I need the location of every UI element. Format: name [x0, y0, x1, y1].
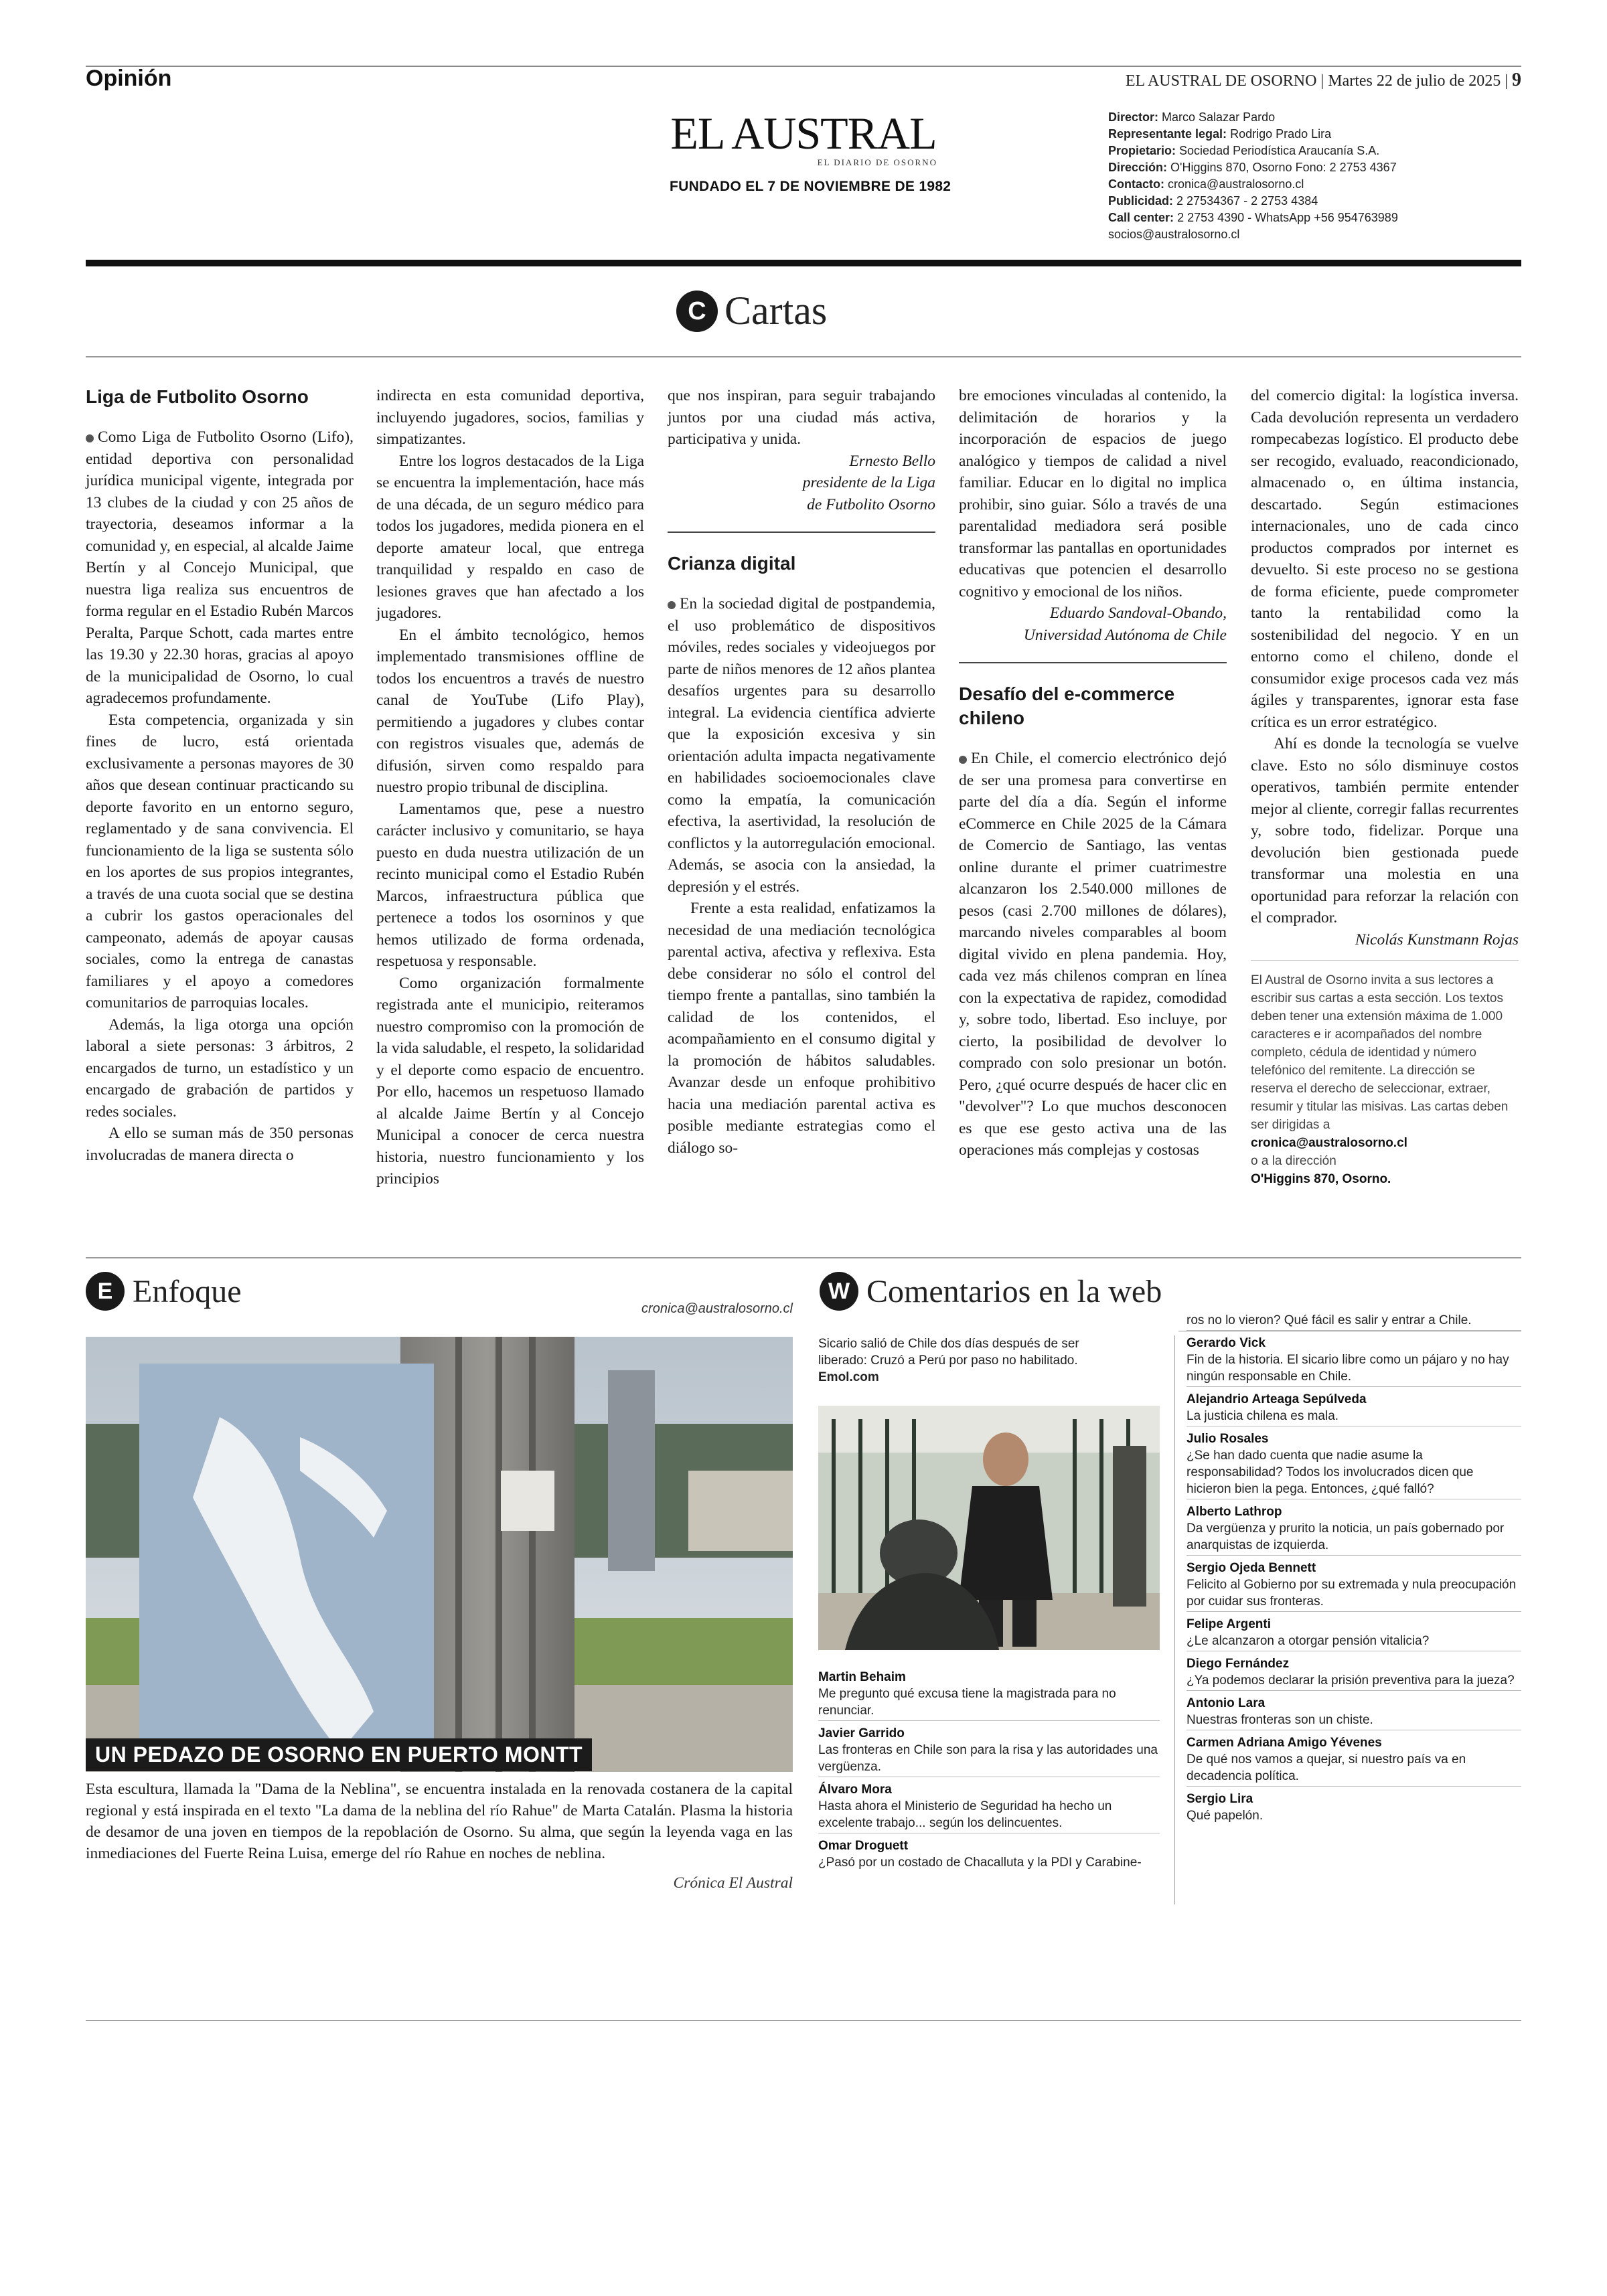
- comment-item: [1187, 1655, 1521, 1691]
- comment-author: Antonio Lara: [1187, 1696, 1266, 1710]
- letter-paragraph: Como Liga de Futbolito Osorno (Lifo), entidad deportiva con personalidad jurídica municipal vigente, integrada por 13 clubes de la ciudad y con 25 años de trayectoria, deseamos informar a la comunidad y, en especial, al alcalde Jaime Bertín y al Concejo Municipal, que nuestra liga realiza sus encuentros de forma regular en el Estadio Rubén Marcos Peralta, Parque Schott, cada martes entre las 19.30 y 22.30 horas, gracias al apoyo de la municipalidad de Osorno, lo cual agradecemos profundamente.: [86, 428, 354, 707]
- letter-paragraph: Entre los logros destacados de la Liga se encuentra la implementación, hace más de una década, de un seguro médico para todos los jugadores, medida pionera en el deporte amateur local, que entrega tranquilidad y respaldo en caso de lesiones graves que han afectado a los jugadores.: [376, 452, 644, 622]
- founded-line: FUNDADO EL 7 DE NOVIEMBRE DE 1982: [670, 179, 951, 194]
- letter-signature: Nicolás Kunstmann Rojas: [1355, 930, 1519, 949]
- comment-author: Alberto Lathrop: [1187, 1505, 1282, 1519]
- comment-author: Sergio Lira: [1187, 1792, 1253, 1806]
- bullet-icon: [86, 434, 94, 442]
- letter-paragraph: En el ámbito tecnológico, hemos implementado transmisiones offline de todos los encuentros a través de nuestro canal de YouTube (Lifo Play), permitiendo a jugadores y clubes contar con registros visuales que, además de difusión, sirven como respaldo para nuestro propio tribunal de disciplina.: [376, 626, 644, 796]
- comment-author: Omar Droguett: [818, 1839, 909, 1853]
- letter-paragraph: Esta competencia, organizada y sin fines de lucro, está orientada exclusivamente a personas mayores de 30 años que desean continuar practicando su deporte favorito en un entorno seguro, reglamentado y de sana convivencia. El funcionamiento de la liga se sustenta sólo en los aportes de sus propios integrantes, a través de una cuota social que se destina a cubrir los gastos operacionales del campeonato, además de apoyar causas sociales, como la entrega de canastas familiares y el apoyo a comedores comunitarios de parroquias locales.: [86, 711, 354, 1011]
- story-teaser: Sicario salió de Chile dos días después de ser liberado: Cruzó a Perú por paso no habilitado. Emol.com: [818, 1337, 1079, 1384]
- note-email[interactable]: cronica@australosorno.cl: [1251, 1136, 1407, 1150]
- header-rule: [86, 260, 1521, 266]
- staff-row: Director: Marco Salazar Pardo: [1108, 110, 1276, 124]
- enfoque-title: Enfoque: [133, 1273, 242, 1309]
- comment-item: [818, 1837, 1160, 1871]
- letter-paragraph: Frente a esta realidad, enfatizamos la necesidad de una mediación tecnológica parental activa, afectiva y reflexiva. Esta debe considerar no sólo el control del tiempo frente a pantallas, sino también la calidad de los contenidos, el acompañamiento en el consumo digital y la promoción de hábitos saludables. Avanzar desde un enfoque prohibitivo hacia una mediación parental activa es posible mediante estrategias como el diálogo so-: [668, 900, 935, 1157]
- letter-paragraph: que nos inspiran, para seguir trabajando juntos por una ciudad más activa, participativa y unida.: [668, 387, 935, 448]
- bullet-icon: [668, 601, 676, 609]
- masthead: [670, 108, 951, 195]
- page-number: 9: [1512, 70, 1521, 90]
- comment-text: La justicia chilena es mala.: [1187, 1409, 1339, 1423]
- comment-item: [818, 1725, 1160, 1777]
- enfoque-badge: E: [86, 1272, 125, 1311]
- enfoque-heading: [86, 1272, 242, 1311]
- comment-item: [818, 1669, 1160, 1721]
- comentarios-title: Comentarios en la web: [866, 1273, 1162, 1309]
- letter-column-1: [86, 385, 354, 1166]
- comment-item: [1187, 1791, 1521, 1824]
- comment-item: [1187, 1695, 1521, 1730]
- issue-date: Martes 22 de julio de 2025: [1328, 72, 1501, 90]
- comment-continuation: ros no lo vieron? Qué fácil es salir y entrar a Chile.: [1187, 1312, 1521, 1331]
- letter-paragraph: A ello se suman más de 350 personas involucradas de manera directa o: [86, 1125, 354, 1164]
- publication-name: EL AUSTRAL DE OSORNO: [1125, 72, 1317, 90]
- staff-row: socios@australosorno.cl: [1108, 228, 1240, 241]
- bullet-icon: [959, 756, 967, 764]
- comment-author: Felipe Argenti: [1187, 1617, 1271, 1631]
- letter-paragraph: Ahí es donde la tecnología se vuelve clave. Esto no sólo disminuye costos operativos, también permite entender mejor al cliente, corregir fallas recurrentes y, sobre todo, fidelizar. Porque una devolución bien gestionada puede transformar una molestia en una oportunidad para reforzar la relación con el comprador.: [1251, 735, 1519, 926]
- letter-paragraph: En Chile, el comercio electrónico dejó de ser una promesa para convertirse en parte del día a día. Según el informe eCommerce en Chile 2025 de la Cámara de Comercio de Santiago, las ventas online durante el primer cuatrimestre alcanzaron los 2.540.000 millones de pesos (casi 2.700 millones de dólares), marcando niveles comparables al boom digital vivido en plena pandemia. Hoy, cada vez más chilenos compran en línea con la expectativa de rapidez, comodidad y, sobre todo, libertad. Eso incluye, por cierto, la posibilidad de devolver lo comprado con solo presionar un botón. Pero, ¿qué ocurre después de hacer clic en "devolver"? Lo que muchos desconocen es que ese gesto activa una de las operaciones más complejas y costosas: [959, 750, 1227, 1159]
- letter-separator: [959, 662, 1227, 663]
- comment-text: Me pregunto qué excusa tiene la magistrada para no renunciar.: [818, 1687, 1116, 1718]
- sculpture-photo: [86, 1337, 793, 1772]
- cartas-rule: [86, 356, 1521, 357]
- section-label: Opinión: [86, 66, 172, 91]
- staff-row: Dirección: O'Higgins 870, Osorno Fono: 2 2753 4367: [1108, 161, 1397, 174]
- comment-text: ¿Se han dado cuenta que nadie asume la responsabilidad? Todos los involucrados dicen que hicieron bien la pega. Entonces, ¿qué falló?: [1187, 1449, 1474, 1496]
- comment-text: Hasta ahora el Ministerio de Seguridad ha hecho un excelente trabajo... según los delincuentes.: [818, 1799, 1112, 1830]
- letter-signature: Ernesto Bello presidente de la Liga de Futbolito Osorno: [802, 452, 935, 513]
- comment-author: Carmen Adriana Amigo Yévenes: [1187, 1736, 1382, 1750]
- note-separator: [1251, 960, 1519, 961]
- folio: EL AUSTRAL DE OSORNO | Martes 22 de julio de 2025 | 9: [1125, 70, 1521, 90]
- comment-item: [1187, 1560, 1521, 1612]
- comment-text: Fin de la historia. El sicario libre como un pájaro y no hay ningún responsable en Chile.: [1187, 1353, 1509, 1384]
- staff-box: [1108, 109, 1483, 243]
- courthouse-photo: [818, 1406, 1160, 1650]
- comment-item: [1187, 1503, 1521, 1556]
- comment-text: ¿Ya podemos declarar la prisión preventiva para la jueza?: [1187, 1673, 1515, 1688]
- comment-author: Sergio Ojeda Bennett: [1187, 1561, 1316, 1575]
- lower-rule: [86, 1257, 1521, 1258]
- comment-text: Las fronteras en Chile son para la risa y las autoridades una vergüenza.: [818, 1743, 1158, 1774]
- staff-row: Contacto: cronica@australosorno.cl: [1108, 177, 1304, 191]
- enfoque-email[interactable]: cronica@australosorno.cl: [641, 1301, 793, 1316]
- comment-text: De qué nos vamos a quejar, si nuestro país va en decadencia política.: [1187, 1752, 1466, 1783]
- comment-author: Diego Fernández: [1187, 1657, 1290, 1671]
- comment-text: ¿Pasó por un costado de Chacalluta y la PDI y Carabine-: [818, 1856, 1142, 1870]
- comment-item: [1187, 1391, 1521, 1426]
- letter-paragraph: En la sociedad digital de postpandemia, el uso problemático de dispositivos móviles, redes sociales y videojuegos por parte de niños menores de 12 años plantea desafíos urgentes para su desarrollo integral. La evidencia científica advierte que la exposición excesiva y sin orientación adulta impacta negativamente en habilidades socioemocionales clave como la empatía, la comunicación efectiva, la asertividad, la resolución de conflictos y la autorregulación emocional. Además, se asocia con la ansiedad, la depresión y el estrés.: [668, 595, 935, 896]
- letter-paragraph: del comercio digital: la logística inversa. Cada devolución representa un verdadero rompecabezas logístico. El producto debe ser recogido, evaluado, reacondicionado, almacenado o, en última instancia, descartado. Según estimaciones internacionales, uno de cada cinco productos comprados por internet es devuelto. Si este proceso no se gestiona de forma eficiente, puede comprometer tanto la rentabilidad como la sostenibilidad del negocio. Y en un entorno como el chileno, donde el consumidor exige procesos cada vez más ágiles y transparentes, ignorar esta fase crítica es un error estratégico.: [1251, 387, 1519, 731]
- comment-item: [1187, 1734, 1521, 1787]
- note-address: O'Higgins 870, Osorno.: [1251, 1172, 1391, 1186]
- letter-headline: Crianza digital: [668, 553, 796, 574]
- staff-row: Call center: 2 2753 4390 - WhatsApp +56 954763989: [1108, 211, 1398, 224]
- comentarios-photo: [818, 1406, 1160, 1650]
- comment-text: Felicito al Gobierno por su extremada y nula preocupación por cuidar sus fronteras.: [1187, 1578, 1517, 1609]
- comments-left: [818, 1669, 1160, 1874]
- cartas-title: Cartas: [724, 289, 828, 333]
- staff-row: Propietario: Sociedad Periodística Araucanía S.A.: [1108, 144, 1380, 157]
- comment-text: ¿Le alcanzaron a otorgar pensión vitalicia?: [1187, 1634, 1430, 1648]
- staff-row: Representante legal: Rodrigo Prado Lira: [1108, 127, 1332, 141]
- letter-signature: Eduardo Sandoval-Obando, Universidad Autónoma de Chile: [1023, 604, 1227, 644]
- enfoque-photo: [86, 1337, 793, 1772]
- comments-right: [1187, 1312, 1521, 1827]
- comment-item: [1187, 1430, 1521, 1499]
- letter-paragraph: bre emociones vinculadas al contenido, la delimitación de horarios y la incorporación de espacios de juego analógico y tiempos de calidad a nivel familiar. Educar en lo digital no implica prohibir, sino guiar. Sólo a través de una parentalidad mediadora será posible transformar las pantallas en oportunidades educativas que potencien el desarrollo cognitivo y emocional de los niños.: [959, 387, 1227, 600]
- bottom-rule: [86, 2020, 1521, 2021]
- masthead-name: EL AUSTRAL: [670, 108, 937, 159]
- letter-paragraph: Además, la liga otorga una opción laboral a siete personas: 3 árbitros, 2 encargados de turno, un estadístico y un encargado de grabación de partidos y redes sociales.: [86, 1015, 354, 1121]
- letter-column-4: [959, 385, 1227, 1161]
- comment-item: [1187, 1335, 1521, 1387]
- story-source[interactable]: Emol.com: [818, 1370, 879, 1384]
- cartas-badge: C: [676, 291, 718, 332]
- masthead-subtitle: EL DIARIO DE OSORNO: [817, 157, 937, 167]
- letter-paragraph: Como organización formalmente registrada ante el municipio, reiteramos nuestro compromiso con la promoción de la vida saludable, el respeto, la solidaridad y el deporte como espacio de encuentro. Por ello, hacemos un respetuoso llamado al alcalde Jaime Bertín y al Concejo Municipal a conocer de cerca nuestra historia, nuestro funcionamiento y los principios: [376, 974, 644, 1187]
- enfoque-credit: Crónica El Austral: [673, 1874, 793, 1892]
- letter-column-5: [1251, 385, 1519, 1188]
- letter-paragraph: indirecta en esta comunidad deportiva, incluyendo jugadores, socios, familias y simpatizantes.: [376, 387, 644, 448]
- comment-author: Javier Garrido: [818, 1726, 905, 1740]
- comment-author: Álvaro Mora: [818, 1783, 892, 1797]
- comment-author: Martin Behaim: [818, 1670, 906, 1684]
- letter-headline: Desafío del e-commerce chileno: [959, 683, 1175, 728]
- comments-divider: [1174, 1335, 1175, 1904]
- letter-headline: Liga de Futbolito Osorno: [86, 386, 309, 407]
- submission-note: El Austral de Osorno invita a sus lectores a escribir sus cartas a esta sección. Los textos deben tener una extensión máxima de 1.000 caracteres e ir acompañados del nombre completo, cédula de identidad y número telefónico del remitente. La dirección se reserva el derecho de seleccionar, extraer, resumir y titular las misivas. Las cartas deben ser dirigidas a cronica@australosorno.cl o a la dirección O'Higgins 870, Osorno.: [1251, 973, 1509, 1186]
- comment-text: Qué papelón.: [1187, 1809, 1264, 1823]
- letter-separator: [668, 531, 935, 533]
- comentarios-badge: W: [820, 1272, 858, 1311]
- staff-row: Publicidad: 2 27534367 - 2 2753 4384: [1108, 194, 1318, 208]
- comment-text: Nuestras fronteras son un chiste.: [1187, 1713, 1373, 1727]
- comment-text: Da vergüenza y prurito la noticia, un país gobernado por anarquistas de izquierda.: [1187, 1522, 1505, 1552]
- comment-author: Gerardo Vick: [1187, 1336, 1266, 1350]
- letter-column-3: [668, 385, 935, 1159]
- photo-caption-bar: UN PEDAZO DE OSORNO EN PUERTO MONTT: [86, 1738, 592, 1771]
- comment-author: Julio Rosales: [1187, 1432, 1269, 1446]
- comment-item: [818, 1781, 1160, 1833]
- comment-author: Alejandrio Arteaga Sepúlveda: [1187, 1392, 1367, 1406]
- comment-item: [1187, 1616, 1521, 1651]
- letter-paragraph: Lamentamos que, pese a nuestro carácter inclusivo y comunitario, se haya puesto en duda nuestra utilización de un recinto municipal como el Estadio Rubén Marcos, infraestructura pública que pertenece a todos los osorninos y que hemos utilizado de forma ordenada, respetuosa y responsable.: [376, 800, 644, 970]
- top-rule: [86, 66, 1521, 67]
- comentarios-heading: [820, 1272, 1162, 1311]
- enfoque-text: Esta escultura, llamada la "Dama de la Neblina", se encuentra instalada en la renovada costanera de la capital regional y está inspirada en el texto "La dama de la neblina del río Rahue" de Marta Catalán. Plasma la historia de desamor de una joven en tiempos de la repoblación de Osorno. Su alma, que según la leyenda vaga en las inmediaciones del Fuerte Reina Luisa, emerge del río Rahue en noches de neblina.: [86, 1781, 793, 1862]
- cartas-heading: [676, 288, 827, 334]
- letter-column-2: [376, 385, 644, 1190]
